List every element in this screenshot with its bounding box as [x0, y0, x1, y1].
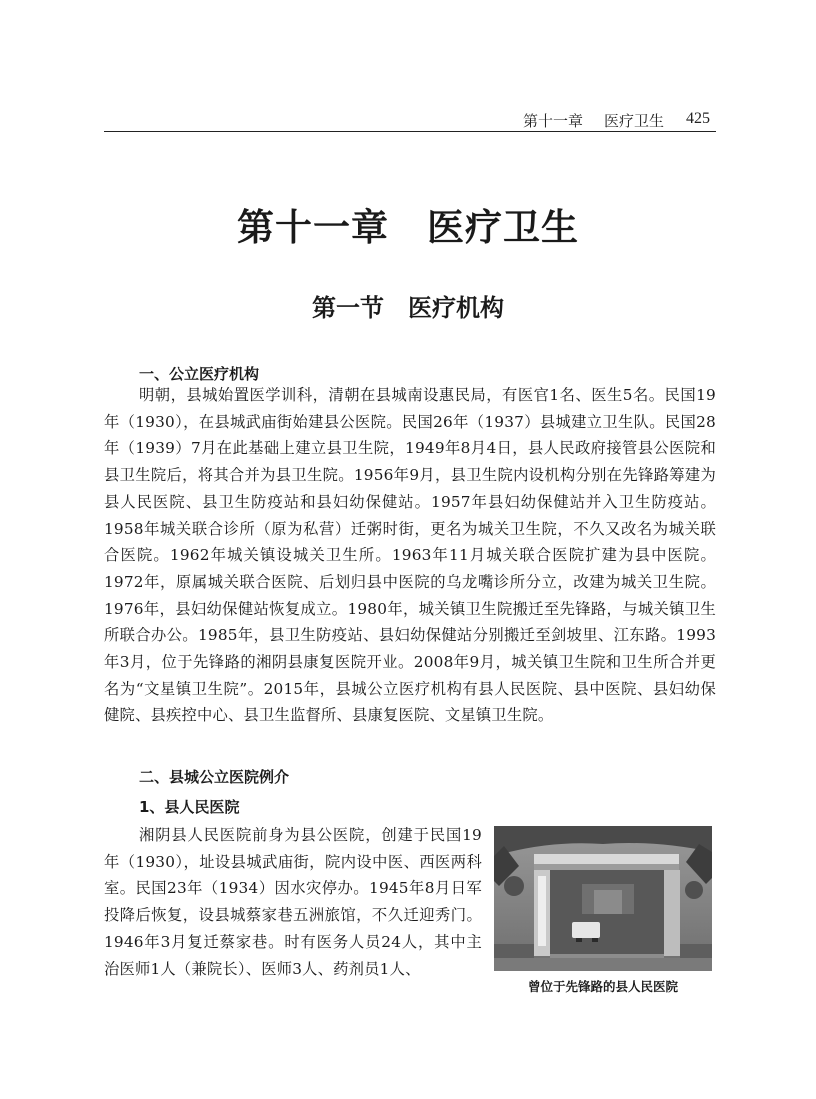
chapter-title: 第十一章 医疗卫生: [237, 205, 579, 249]
subheading-county-peoples-hospital: 1、县人民医院: [139, 798, 240, 816]
running-head-chapter: 第十一章: [522, 112, 583, 130]
page-number: 425: [686, 110, 710, 127]
body-paragraph-public-institutions: 明朝，县城始置医学训科，清朝在县城南设惠民局，有医官1名、医生5名。民国19年（1930），在县城武庙街始建县公医院。民国26年（1937）县城建立卫生队。民国28年（1939）7月在此基础上建立县卫生院，1949年8月4日，县人民政府接管县公医院和县卫生院后，将其合并为县卫生院。1956年9月，县卫生院内设机构分别在先锋路筹建为县人民医院、县卫生防疫站和县妇幼保健站。1957年县妇幼保健站并入卫生防疫站。1958年城关联合诊所（原为私营）迁粥时街，更名为城关卫生院，不久又改名为城关联合医院。1962年城关镇设城关卫生所。1963年11月城关联合医院扩建为县中医院。1972年，原属城关联合医院、后划归县中医院的乌龙嘴诊所分立，改建为城关卫生院。1976年，县妇幼保健站恢复成立。1980年，城关镇卫生院搬迁至先锋路，与城关镇卫生所联合办公。1985年，县卫生防疫站、县妇幼保健站分别搬迁至剑坡里、江东路。1993年3月，位于先锋路的湘阴县康复医院开业。2008年9月，城关镇卫生院和卫生所合并更名为“文星镇卫生院”。2015年，县城公立医疗机构有县人民医院、县中医院、县妇幼保健院、县疾控中心、县卫生监督所、县康复医院、文星镇卫生院。: [104, 386, 716, 725]
section-title: 第一节 医疗机构: [312, 293, 504, 322]
running-head-section: 医疗卫生: [603, 112, 664, 130]
photo-caption: 曾位于先锋路的县人民医院: [527, 979, 678, 994]
subsection-heading-hospital-examples: 二、县城公立医院例介: [139, 768, 290, 786]
hospital-gate-image: [494, 826, 712, 971]
running-head: [104, 110, 716, 132]
subsection-heading-public-institutions: 一、公立医疗机构: [139, 365, 260, 383]
hospital-photo: [494, 826, 712, 971]
body-paragraph-county-peoples-hospital: 湘阴县人民医院前身为县公医院，创建于民国19年（1930），址设县城武庙街，院内设中医、西医两科室。民国23年（1934）因水灾停办。1945年8月日军投降后恢复，设县城蔡家巷五洲旅馆，不久迁迎秀门。1946年3月复迁蔡家巷。时有医务人员24人，其中主治医师1人（兼院长）、医师3人、药剂员1人、: [104, 826, 482, 978]
